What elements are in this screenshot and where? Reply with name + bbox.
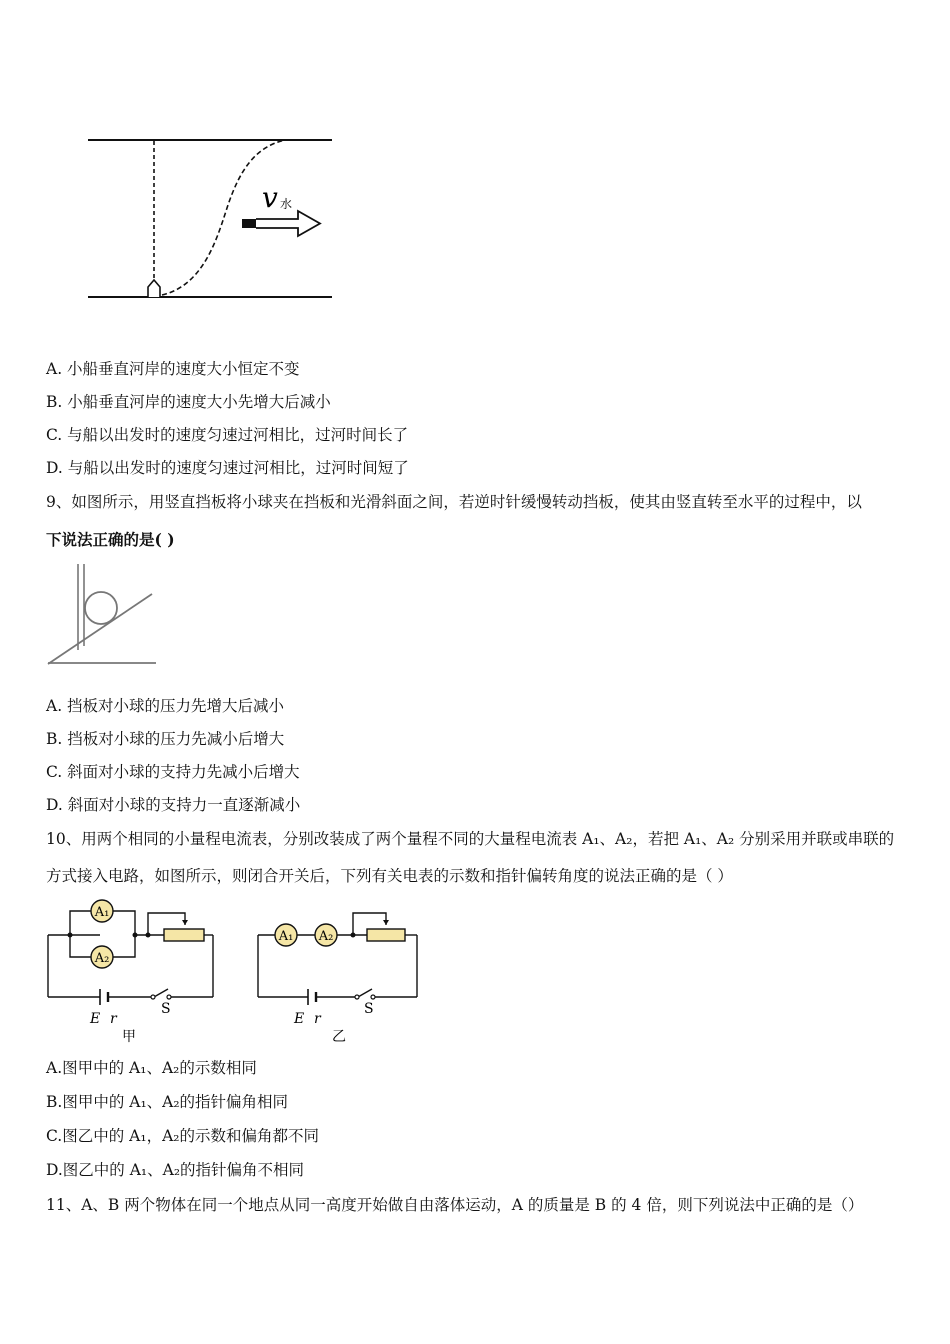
label-a1-yi: A₁ — [278, 929, 294, 944]
q10-option-a: A.图甲中的 A₁、A₂的示数相同 — [46, 1059, 257, 1077]
velocity-subscript: 水 — [280, 197, 293, 211]
caption-yi: 乙 — [332, 1029, 346, 1045]
rheostat-yi — [367, 929, 405, 941]
arrow-tail — [242, 219, 256, 228]
q10-option-d: D.图乙中的 A₁、A₂的指针偏角不相同 — [46, 1161, 305, 1179]
q9-stem-line1: 9、如图所示，用竖直挡板将小球夹在挡板和光滑斜面之间，若逆时针缓慢转动挡板，使其由竖直转至水平的过程中，以 — [46, 493, 862, 511]
q10-stem-line1: 10、用两个相同的小量程电流表，分别改装成了两个量程不同的大量程电流表 A₁、A₂，若把 A₁、A₂ 分别采用并联或串联的 — [46, 830, 895, 848]
q8-option-a: A. 小船垂直河岸的速度大小恒定不变 — [46, 360, 300, 378]
q11-stem-line1: 11、A、B 两个物体在同一个地点从同一高度开始做自由落体运动，A 的质量是 B 的 4 倍，则下列说法中正确的是（） — [46, 1196, 864, 1214]
q9-option-a: A. 挡板对小球的压力先增大后减小 — [46, 697, 285, 715]
label-a2-yi: A₂ — [318, 929, 334, 944]
ball-incline-figure — [44, 560, 164, 670]
q10-option-c: C.图乙中的 A₁，A₂的示数和偏角都不同 — [46, 1127, 319, 1145]
label-emf-jia: E — [90, 1011, 101, 1027]
q9-option-d: D. 斜面对小球的支持力一直逐渐减小 — [46, 796, 301, 814]
caption-jia: 甲 — [122, 1029, 136, 1045]
q10-stem-line2: 方式接入电路，如图所示，则闭合开关后，下列有关电表的示数和指针偏转角度的说法正确的是（ ） — [46, 867, 733, 885]
label-emf-yi: E — [294, 1011, 305, 1027]
q8-option-b: B. 小船垂直河岸的速度大小先增大后减小 — [46, 393, 331, 411]
water-velocity-arrow — [256, 211, 320, 236]
q8-option-d: D. 与船以出发时的速度匀速过河相比，过河时间短了 — [46, 459, 409, 477]
label-r-yi: r — [314, 1011, 321, 1027]
label-switch-jia: S — [161, 1001, 171, 1017]
q9-option-b: B. 挡板对小球的压力先减小后增大 — [46, 730, 285, 748]
label-a1-jia: A₁ — [94, 905, 110, 920]
label-switch-yi: S — [364, 1001, 374, 1017]
circuit-yi — [250, 895, 435, 1050]
river-crossing-figure — [80, 125, 340, 310]
velocity-symbol: v — [262, 181, 278, 214]
label-r-jia: r — [110, 1011, 117, 1027]
rheostat-jia — [164, 929, 204, 941]
ball — [85, 592, 117, 624]
boat-icon — [148, 280, 160, 297]
q9-stem-line2: 下说法正确的是( ) — [46, 530, 175, 549]
q8-option-c: C. 与船以出发时的速度匀速过河相比，过河时间长了 — [46, 426, 409, 444]
q9-option-c: C. 斜面对小球的支持力先减小后增大 — [46, 763, 300, 781]
boat-trajectory — [162, 140, 285, 295]
label-a2-jia: A₂ — [94, 951, 110, 966]
q10-option-b: B.图甲中的 A₁、A₂的指针偏角相同 — [46, 1093, 289, 1111]
circuit-jia — [40, 895, 225, 1050]
